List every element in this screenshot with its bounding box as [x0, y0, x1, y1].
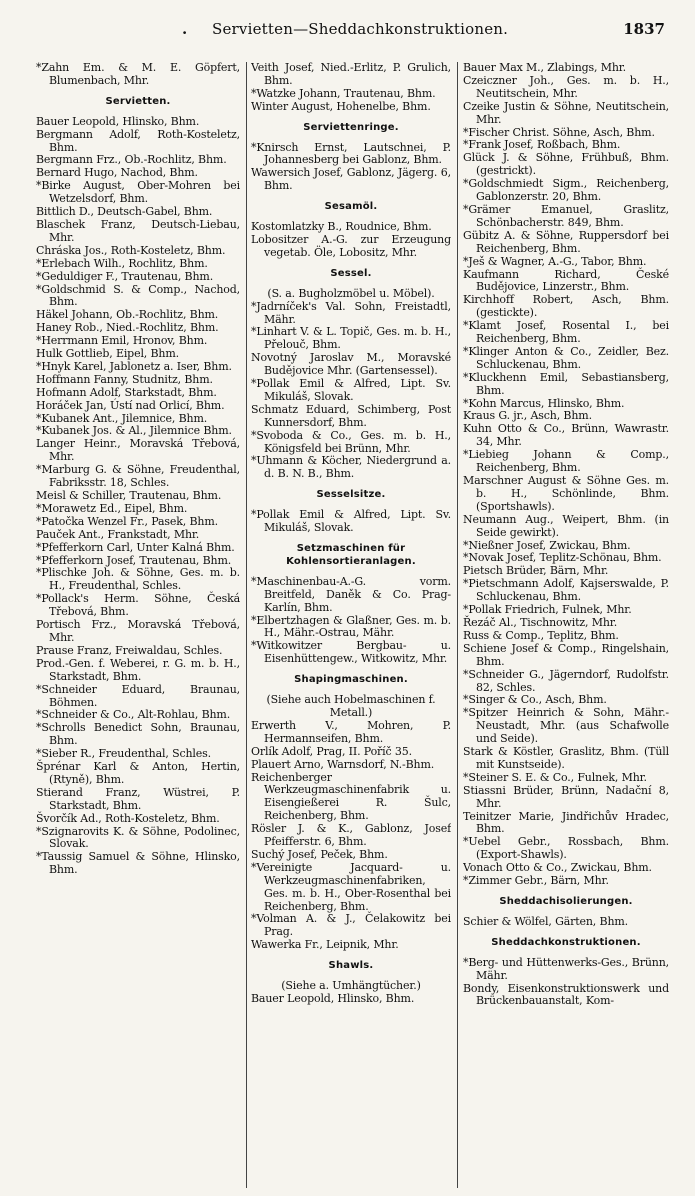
directory-entry: *Ješ & Wagner, A.-G., Tabor, Bhm. [463, 254, 647, 268]
directory-entry: *Watzke Johann, Trautenau, Bhm. [251, 86, 436, 100]
column-right [463, 62, 669, 1188]
directory-entry: *Vereinigte Jacquard- u. Werkzeugmaschinenfabriken, Ges. m. b. H., Ober-Rosenthal bei Reichenberg, Bhm. [251, 860, 451, 913]
section-heading: Sheddachisolierungen. [499, 896, 633, 907]
directory-entry: *Klamt Josef, Rosental I., bei Reichenberg, Bhm. [463, 319, 669, 346]
directory-entry: *Zahn Em. & M. E. Göpfert, Blumenbach, Mhr. [36, 62, 240, 87]
column-divider [246, 62, 247, 1188]
directory-entry: Bergmann Adolf, Roth-Kosteletz, Bhm. [36, 127, 240, 154]
directory-entry: *Goldschmiedt Sigm., Reichenberg, Gablonzerstr. 20, Bhm. [463, 177, 669, 204]
directory-entry: Hofmann Adolf, Starkstadt, Bhm. [36, 385, 217, 399]
cross-reference-note: (S. a. Bugholzmöbel u. Möbel). [267, 286, 435, 300]
column-divider [457, 62, 458, 1188]
directory-entry: *Pollak Emil & Alfred, Lipt. Sv. Mikuláš, Slovak. [251, 508, 451, 535]
directory-entry: Schiene Josef & Comp., Ringelshain, Bhm. [463, 641, 669, 668]
directory-entry: Plauert Arno, Warnsdorf, N.-Bhm. [251, 757, 435, 771]
directory-entry: Švorčík Ad., Roth-Kosteletz, Bhm. [36, 811, 220, 825]
directory-entry: *Spitzer Heinrich & Sohn, Mähr.-Neustadt, Mhr. (aus Schafwolle und Seide). [463, 706, 669, 746]
directory-entry: *Marburg G. & Söhne, Freudenthal, Fabriksstr. 18, Schles. [36, 463, 240, 490]
directory-entry: Orlík Adolf, Prag, II. Poříč 35. [251, 744, 412, 758]
directory-entry: *Patočka Wenzel Fr., Pasek, Bhm. [36, 514, 218, 528]
directory-entry: Gübitz A. & Söhne, Ruppersdorf bei Reichenberg, Bhm. [463, 228, 669, 255]
directory-entry: Meisl & Schiller, Trautenau, Bhm. [36, 489, 222, 502]
directory-entry: Hoffmann Fanny, Studnitz, Bhm. [36, 372, 213, 386]
section-heading: Sesamöl. [324, 201, 378, 213]
directory-entry: *Berg- und Hüttenwerks-Ges., Brünn, Mähr. [463, 955, 669, 982]
column-middle [251, 62, 451, 1188]
directory-entry: *Schneider & Co., Alt-Rohlau, Bhm. [36, 708, 231, 722]
cross-reference-note: (Siehe auch Hobelmaschinen f. Metall.) [266, 693, 436, 719]
directory-entry: Erwerth V., Mohren, P. Hermannseifen, Bhm. [251, 718, 451, 745]
directory-entry: Wawerka Fr., Leipnik, Mhr. [251, 938, 399, 952]
directory-entry: *Pietschmann Adolf, Kajserswalde, P. Schluckenau, Bhm. [463, 577, 669, 604]
directory-entry: *Uebel Gebr., Rossbach, Bhm. (Export-Shawls). [463, 835, 669, 862]
running-head [0, 14, 695, 44]
directory-entry: Schier & Wölfel, Gärten, Bhm. [463, 914, 629, 928]
directory-entry: Horáček Jan, Ústí nad Orlicí, Bhm. [36, 398, 225, 412]
directory-entry: *Schrolls Benedict Sohn, Braunau, Bhm. [36, 721, 240, 748]
directory-entry: Bauer Leopold, Hlinsko, Bhm. [251, 992, 415, 1005]
directory-entry: Kostomlatzky B., Roudnice, Bhm. [251, 220, 432, 234]
directory-entry: *Schneider G., Jägerndorf, Rudolfstr. 82, Schles. [463, 667, 669, 694]
directory-entry: *Kluckhenn Emil, Sebastiansberg, Bhm. [463, 370, 669, 397]
directory-entry: *Liebieg Johann & Comp., Reichenberg, Bhm. [463, 448, 669, 475]
directory-entry: Portisch Frz., Moravská Třebová, Mhr. [36, 618, 240, 644]
column-left [36, 62, 240, 1188]
directory-entry: Řezáč Al., Tischnowitz, Mhr. [463, 615, 618, 629]
directory-entry: *Nießner Josef, Zwickau, Bhm. [463, 538, 631, 552]
directory-entry: *Singer & Co., Asch, Bhm. [463, 693, 607, 707]
directory-entry: Czeiczner Joh., Ges. m. b. H., Neutitschein, Mhr. [463, 73, 669, 100]
directory-entry: Bittlich D., Deutsch-Gabel, Bhm. [36, 205, 213, 219]
directory-entry: *Witkowitzer Bergbau- u. Eisenhüttengew., Witkowitz, Mhr. [251, 639, 451, 666]
section-heading: Shawls. [328, 960, 374, 972]
header-dot: . [182, 20, 188, 38]
directory-entry: *Elbertzhagen & Glaßner, Ges. m. b. H., Mähr.-Ostrau, Mähr. [251, 613, 451, 640]
directory-entry: *Pollak Friedrich, Fulnek, Mhr. [463, 603, 632, 617]
directory-entry: Häkel Johann, Ob.-Rochlitz, Bhm. [36, 308, 219, 322]
directory-entry: *Kohn Marcus, Hlinsko, Bhm. [463, 396, 625, 410]
directory-entry: *Linhart V. & L. Topič, Ges. m. b. H., Přelouč, Bhm. [251, 325, 451, 352]
directory-entry: *Uhmann & Köcher, Niedergrund a. d. B. N. B., Bhm. [251, 454, 451, 481]
directory-entry: *Steiner S. E. & Co., Fulnek, Mhr. [463, 770, 647, 784]
directory-entry: Kraus G. jr., Asch, Bhm. [463, 409, 592, 423]
directory-entry: *Pfefferkorn Carl, Unter Kalná Bhm. [36, 540, 235, 554]
directory-entry: Reichenberger Werkzeugmaschinenfabrik u. Eisengießerei R. Šulc, Reichenberg, Bhm. [251, 770, 451, 823]
directory-entry: *Pollack's Herm. Söhne, Česká Třebová, Bhm. [36, 592, 240, 619]
directory-entry: *Knirsch Ernst, Lautschnei, P. Johannesberg bei Gablonz, Bhm. [251, 140, 451, 167]
directory-entry: Kuhn Otto & Co., Brünn, Wawrastr. 34, Mhr. [463, 422, 669, 449]
directory-entry: Suchý Josef, Peček, Bhm. [251, 847, 388, 861]
directory-entry: *Herrmann Emil, Hronov, Bhm. [36, 334, 208, 348]
directory-entry: *Plischke Joh. & Söhne, Ges. m. b. H., Freudenthal, Schles. [36, 566, 240, 593]
directory-entry: *Fischer Christ. Söhne, Asch, Bhm. [463, 125, 655, 139]
directory-entry: Kaufmann Richard, České Budějovice, Linzerstr., Bhm. [463, 267, 669, 294]
directory-entry: Kirchhoff Robert, Asch, Bhm. (gestickte). [463, 293, 669, 320]
directory-entry: *Frank Josef, Roßbach, Bhm. [463, 138, 621, 152]
directory-entry: Prause Franz, Freiwaldau, Schles. [36, 643, 223, 657]
directory-entry: Stierand Franz, Wüstrei, P. Starkstadt, Bhm. [36, 785, 240, 812]
section-heading: Servietten. [105, 95, 171, 107]
directory-entry: *Birke August, Ober-Mohren bei Wetzelsdorf, Bhm. [36, 179, 240, 206]
directory-entry: Pauček Ant., Frankstadt, Mhr. [36, 527, 200, 541]
section-heading: Sessel. [330, 267, 372, 279]
directory-entry: Haney Rob., Nied.-Rochlitz, Bhm. [36, 321, 219, 335]
directory-entry: *Geduldiger F., Trautenau, Bhm. [36, 269, 214, 283]
directory-entry: Vonach Otto & Co., Zwickau, Bhm. [463, 861, 652, 875]
directory-entry: Lobositzer A.-G. zur Erzeugung vegetab. Öle, Lobositz, Mhr. [251, 232, 451, 259]
directory-entry: Hulk Gottlieb, Eipel, Bhm. [36, 347, 179, 361]
directory-entry: Prod.-Gen. f. Weberei, r. G. m. b. H., Starkstadt, Bhm. [36, 656, 240, 683]
directory-entry: *Volman A. & J., Čelakowitz bei Prag. [251, 912, 451, 939]
directory-entry: *Grämer Emanuel, Graslitz, Schönbacherstr. 849, Bhm. [463, 202, 669, 229]
directory-entry: Neumann Aug., Weipert, Bhm. (in Seide gewirkt). [463, 512, 669, 539]
directory-entry: Bauer Leopold, Hlinsko, Bhm. [36, 114, 200, 128]
directory-entry: Stiassni Brüder, Brünn, Nadační 8, Mhr. [463, 783, 669, 810]
directory-entry: *Kubanek Jos. & Al., Jilemnice Bhm. [36, 424, 232, 438]
directory-entry: *Svoboda & Co., Ges. m. b. H., Königsfeld bei Brünn, Mhr. [251, 428, 451, 455]
directory-entry: *Goldschmid S. & Comp., Nachod, Bhm. [36, 282, 240, 309]
running-title: Servietten—Sheddachkonstruktionen. [212, 20, 509, 38]
directory-entry: *Erlebach Wilh., Rochlitz, Bhm. [36, 256, 208, 270]
section-heading: Sesselsitze. [316, 489, 386, 501]
directory-entry: Bergmann Frz., Ob.-Rochlitz, Bhm. [36, 153, 227, 167]
directory-entry: Chráska Jos., Roth-Kosteletz, Bhm. [36, 243, 226, 257]
directory-entry: *Zimmer Gebr., Bärn, Mhr. [463, 874, 609, 888]
directory-entry: Langer Heinr., Moravská Třebová, Mhr. [36, 437, 240, 464]
cross-reference-note: (Siehe a. Umhängtücher.) [281, 979, 421, 993]
directory-entry: *Szignarovits K. & Söhne, Podolinec, Slovak. [36, 824, 240, 851]
directory-entry: Winter August, Hohenelbe, Bhm. [251, 99, 431, 113]
directory-entry: *Pfefferkorn Josef, Trautenau, Bhm. [36, 553, 232, 567]
directory-entry: *Schneider Eduard, Braunau, Böhmen. [36, 682, 240, 709]
directory-entry: Wawersich Josef, Gablonz, Jägerg. 6, Bhm. [251, 166, 451, 193]
directory-entry: *Morawetz Ed., Eipel, Bhm. [36, 501, 188, 515]
directory-entry: Bondy, Eisenkonstruktionswerk und Brückenbauanstalt, Kom- [463, 981, 669, 1008]
directory-entry: *Hnyk Karel, Jablonetz a. Iser, Bhm. [36, 359, 232, 373]
directory-entry: Marschner August & Söhne Ges. m. b. H., Schönlinde, Bhm. (Sportshawls). [463, 474, 669, 513]
directory-entry: *Maschinenbau-A.-G. vorm. Breitfeld, Daněk & Co. Prag-Karlín, Bhm. [251, 574, 451, 614]
directory-entry: Novotný Jaroslav M., Moravské Budějovice Mhr. (Gartensessel). [251, 351, 451, 378]
directory-entry: Teinitzer Marie, Jindřichův Hradec, Bhm. [463, 809, 669, 836]
section-heading: Sheddachkonstruktionen. [491, 936, 641, 948]
directory-entry: *Sieber R., Freudenthal, Schles. [36, 747, 211, 761]
directory-entry: Blaschek Franz, Deutsch-Liebau, Mhr. [36, 217, 240, 244]
directory-entry: *Taussig Samuel & Söhne, Hlinsko, Bhm. [36, 850, 240, 877]
directory-entry: *Jadrníček's Val. Sohn, Freistadtl, Mähr. [251, 299, 451, 326]
directory-entry: Bauer Max M., Zlabings, Mhr. [463, 62, 627, 74]
section-heading: Setzmaschinen für Kohlensortieranlagen. [286, 543, 416, 567]
directory-entry: Czeike Justin & Söhne, Neutitschein, Mhr. [463, 99, 669, 126]
directory-entry: Pietsch Brüder, Bärn, Mhr. [463, 564, 609, 578]
directory-entry: Šprénar Karl & Anton, Hertin, (Rtyně), Bhm. [36, 760, 240, 786]
directory-entry: *Kubanek Ant., Jilemnice, Bhm. [36, 411, 208, 425]
directory-entry: Russ & Comp., Teplitz, Bhm. [463, 628, 619, 642]
directory-entry: Schmatz Eduard, Schimberg, Post Kunnersdorf, Bhm. [251, 402, 451, 429]
directory-entry: Glück J. & Söhne, Frühbuß, Bhm. (gestrickt). [463, 151, 669, 178]
section-heading: Shapingmaschinen. [294, 674, 408, 686]
directory-entry: Rösler J. & K., Gablonz, Josef Pfeifferstr. 6, Bhm. [251, 822, 451, 849]
directory-entry: Veith Josef, Nied.-Erlitz, P. Grulich, Bhm. [251, 62, 451, 87]
directory-entry: *Pollak Emil & Alfred, Lipt. Sv. Mikuláš, Slovak. [251, 377, 451, 403]
directory-entry: Bernard Hugo, Nachod, Bhm. [36, 166, 198, 180]
section-heading: Serviettenringe. [303, 121, 399, 133]
directory-entry: *Novak Josef, Teplitz-Schönau, Bhm. [463, 551, 662, 565]
page-number: 1837 [623, 20, 665, 38]
directory-entry: *Klinger Anton & Co., Zeidler, Bez. Schluckenau, Bhm. [463, 344, 669, 371]
directory-entry: Stark & Köstler, Graslitz, Bhm. (Tüll mit Kunstseide). [463, 745, 669, 771]
